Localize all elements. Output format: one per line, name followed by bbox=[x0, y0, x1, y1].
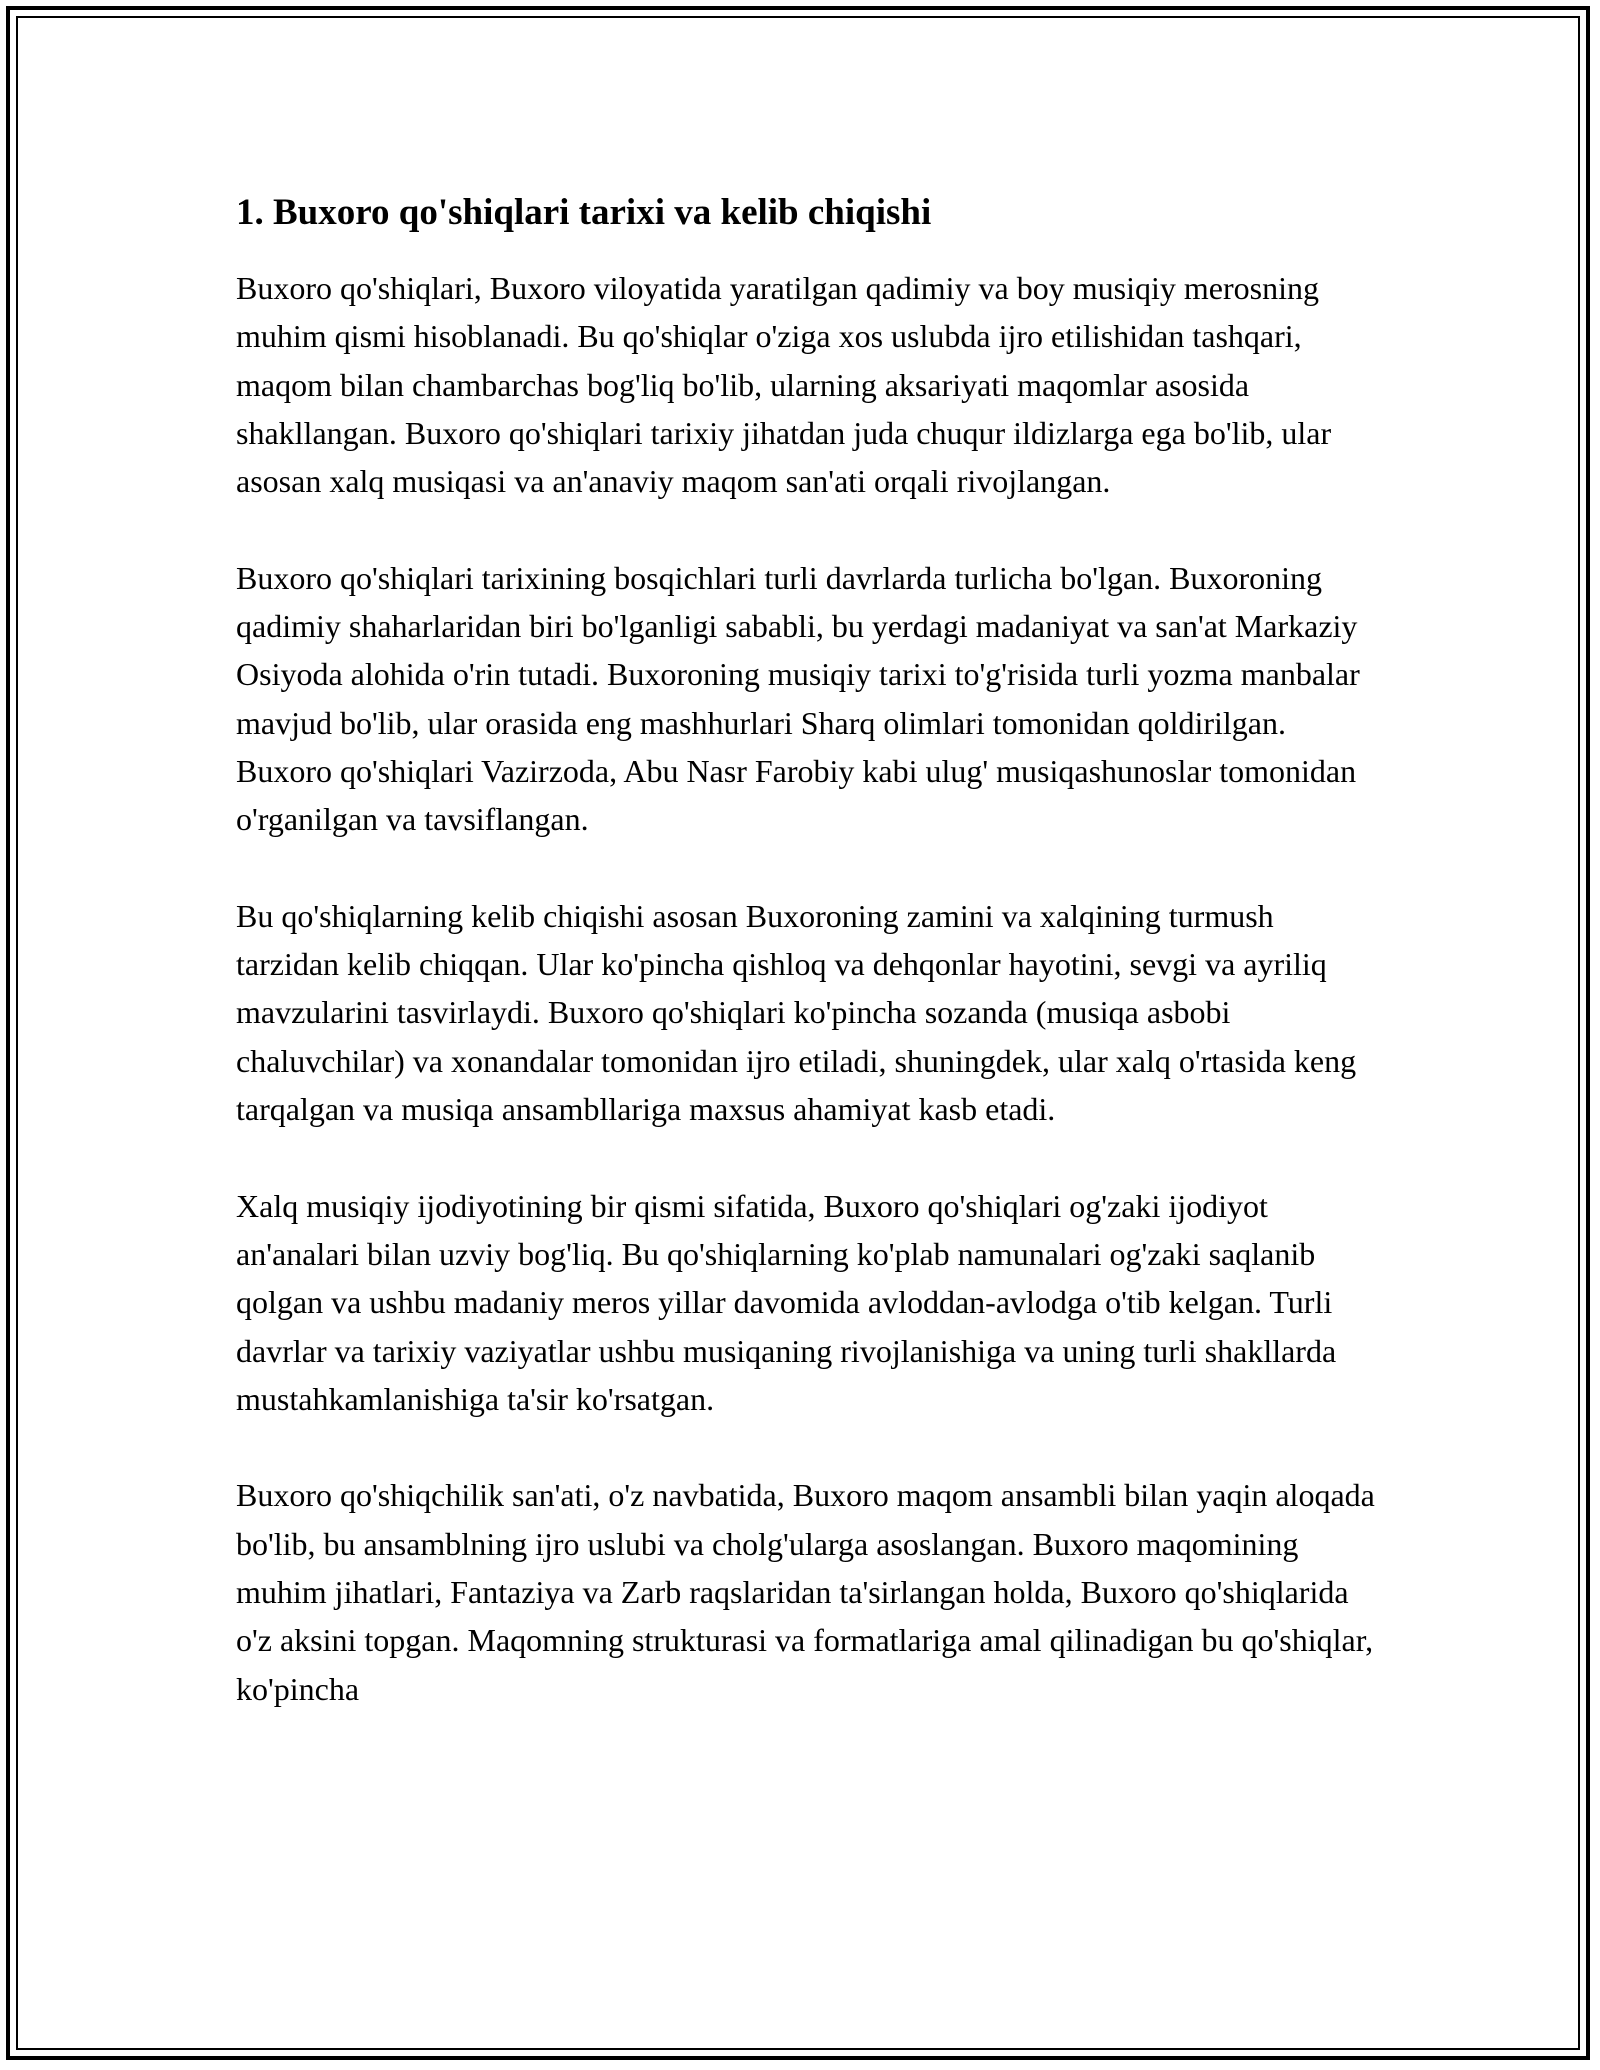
document-body bbox=[236, 188, 1376, 1713]
paragraph-2: Buxoro qo'shiqlari tarixining bosqichlari turli davrlarda turlicha bo'lgan. Buxoroning qadimiy shaharlaridan biri bo'lganligi sababli, bu yerdagi madaniyat va san'at Markaziy Osiyoda alohida o'rin tutadi. Buxoroning musiqiy tarixi to'g'risida turli yozma manbalar mavjud bo'lib, ular orasida eng mashhurlari Sharq olimlari tomonidan qoldirilgan. Buxoro qo'shiqlari Vazirzoda, Abu Nasr Farobiy kabi ulug' musiqashunoslar tomonidan o'rganilgan va tavsiflangan. bbox=[236, 559, 1360, 838]
paragraph-3: Bu qo'shiqlarning kelib chiqishi asosan Buxoroning zamini va xalqining turmush tarzidan kelib chiqqan. Ular ko'pincha qishloq va dehqonlar hayotini, sevgi va ayriliq mavzularini tasvirlaydi. Buxoro qo'shiqlari ko'pincha sozanda (musiqa asbobi chaluvchilar) va xonandalar tomonidan ijro etiladi, shuningdek, ular xalq o'rtasida keng tarqalgan va musiqa ansambllariga maxsus ahamiyat kasb etadi. bbox=[236, 897, 1357, 1128]
paragraph-4: Xalq musiqiy ijodiyotining bir qismi sifatida, Buxoro qo'shiqlari og'zaki ijodiyot an'analari bilan uzviy bog'liq. Bu qo'shiqlarning ko'plab namunalari og'zaki saqlanib qolgan va ushbu madaniy meros yillar davomida avloddan-avlodga o'tib kelgan. Turli davrlar va tarixiy vaziyatlar ushbu musiqaning rivojlanishiga va uning turli shakllarda mustahkamlanishiga ta'sir ko'rsatgan. bbox=[236, 1187, 1337, 1417]
paragraph-1: Buxoro qo'shiqlari, Buxoro viloyatida yaratilgan qadimiy va boy musiqiy merosning muhim qismi hisoblanadi. Bu qo'shiqlar o'ziga xos uslubda ijro etilishidan tashqari, maqom bilan chambarchas bog'liq bo'lib, ularning aksariyati maqomlar asosida shakllangan. Buxoro qo'shiqlari tarixiy jihatdan juda chuqur ildizlarga ega bo'lib, ular asosan xalq musiqasi va an'anaviy maqom san'ati orqali rivojlangan. bbox=[236, 270, 1332, 500]
paragraph-5: Buxoro qo'shiqchilik san'ati, o'z navbatida, Buxoro maqom ansambli bilan yaqin aloqada bo'lib, bu ansamblning ijro uslubi va cholg'ularga asoslangan. Buxoro maqomining muhim jihatlari, Fantaziya va Zarb raqslaridan ta'sirlangan holda, Buxoro qo'shiqlarida o'z aksini topgan. Maqomning strukturasi va formatlariga amal qilinadigan bu qo'shiqlar, ko'pincha bbox=[236, 1477, 1375, 1707]
section-heading: 1. Buxoro qo'shiqlari tarixi va kelib chiqishi bbox=[236, 192, 932, 233]
